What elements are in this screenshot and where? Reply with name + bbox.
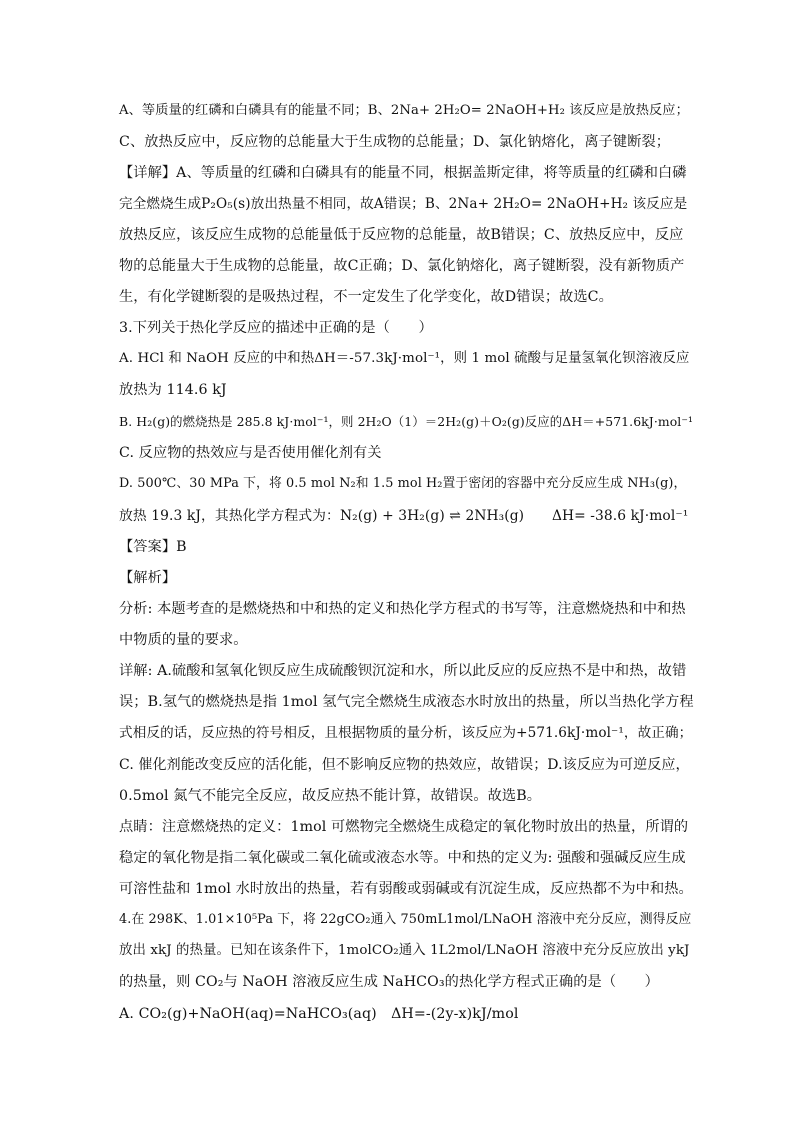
- text-line: 生，有化学键断裂的是吸热过程，不一定发生了化学变化，故D错误；故选C。: [119, 289, 613, 305]
- text-line: C、放热反应中，反应物的总能量大于生成物的总能量；D、氯化钠熔化，离子键断裂；: [119, 134, 671, 150]
- text-line: 分析: 本题考查的是燃烧热和中和热的定义和热化学方程式的书写等，注意燃烧热和中和热: [119, 601, 686, 617]
- text-line: 详解: A.硫酸和氢氧化钡反应生成硫酸钡沉淀和水，所以此反应的反应热不是中和热，故错: [119, 663, 687, 679]
- text-line: 完全燃烧生成P₂O₅(s)放出热量不相同，故A错误；B、2Na+ 2H₂O= 2NaOH+H₂ 该反应是: [119, 196, 688, 212]
- question-3-stem: 3.下列关于热化学反应的描述中正确的是（ ）: [119, 320, 433, 336]
- option-c: C. 反应物的热效应与是否使用催化剂有关: [119, 445, 382, 461]
- text-line: A、等质量的红磷和白磷具有的能量不同；B、2Na+ 2H₂O= 2NaOH+H₂ 该反应是放热反应；: [119, 103, 689, 118]
- option-a-cont: 放热为 114.6 kJ: [119, 382, 227, 398]
- answer-label: 【答案】B: [119, 539, 187, 555]
- option-d-cont: 放热 19.3 kJ，其热化学方程式为：N₂(g) + 3H₂(g) ⇌ 2NH₃(g) ΔH= -38.6 kJ·mol⁻¹: [119, 508, 689, 524]
- text-line: 物的总能量大于生成物的总能量，故C正确；D、氯化钠熔化，离子键断裂，没有新物质产: [119, 258, 685, 274]
- option-d: D. 500℃、30 MPa 下，将 0.5 mol N₂和 1.5 mol H₂置于密闭的容器中充分反应生成 NH₃(g)，: [119, 476, 687, 491]
- option-b: B. H₂(g)的燃烧热是 285.8 kJ·mol⁻¹，则 2H₂O（1）＝2H₂(g)＋O₂(g)反应的ΔH＝+571.6kJ·mol⁻¹: [119, 414, 694, 429]
- question-4-stem: 4.在 298K、1.01×10⁵Pa 下，将 22gCO₂通入 750mL1mol/LNaOH 溶液中充分反应，测得反应: [119, 912, 692, 927]
- text-line: 点睛：注意燃烧热的定义：1mol 可燃物完全燃烧生成稳定的氧化物时放出的热量，所谓的: [119, 819, 689, 835]
- option-a: A. CO₂(g)+NaOH(aq)=NaHCO₃(aq) ΔH=-(2y-x)kJ/mol: [119, 1006, 519, 1022]
- text-line: 放出 xkJ 的热量。已知在该条件下，1molCO₂通入 1L2mol/LNaOH 溶液中充分反应放出 ykJ: [119, 943, 690, 958]
- text-line: 0.5mol 氮气不能完全反应，故反应热不能计算，故错误。故选B。: [119, 788, 542, 804]
- analysis-label: 【解析】: [119, 570, 177, 586]
- text-line: 可溶性盐和 1mol 水时放出的热量，若有弱酸或弱碱或有沉淀生成，反应热都不为中和热。: [119, 881, 693, 897]
- text-line: 放热反应，该反应生成物的总能量低于反应物的总能量，故B错误；C、放热反应中，反应: [119, 227, 684, 243]
- text-line: C. 催化剂能改变反应的活化能，但不影响反应物的热效应，故错误；D.该反应为可逆反应，: [119, 757, 690, 773]
- text-line: 【详解】A、等质量的红磷和白磷具有的能量不同，根据盖斯定律，将等质量的红磷和白磷: [119, 165, 687, 181]
- text-line: 稳定的氧化物是指二氧化碳或二氧化硫或液态水等。中和热的定义为: 强酸和强碱反应生成: [119, 850, 686, 866]
- text-line: 中物质的量的要求。: [119, 632, 248, 648]
- text-line: 的热量，则 CO₂与 NaOH 溶液反应生成 NaHCO₃的热化学方程式正确的是（ ）: [119, 974, 659, 990]
- text-line: 误；B.氢气的燃烧热是指 1mol 氢气完全燃烧生成液态水时放出的热量，所以当热化学方程: [119, 694, 694, 710]
- option-a: A. HCl 和 NaOH 反应的中和热ΔH＝-57.3kJ·mol⁻¹，则 1 mol 硫酸与足量氢氧化钡溶液反应: [119, 351, 690, 366]
- text-line: 式相反的话，反应热的符号相反，且根据物质的量分析，该反应为+571.6kJ·mol⁻¹，故正确；: [119, 725, 693, 741]
